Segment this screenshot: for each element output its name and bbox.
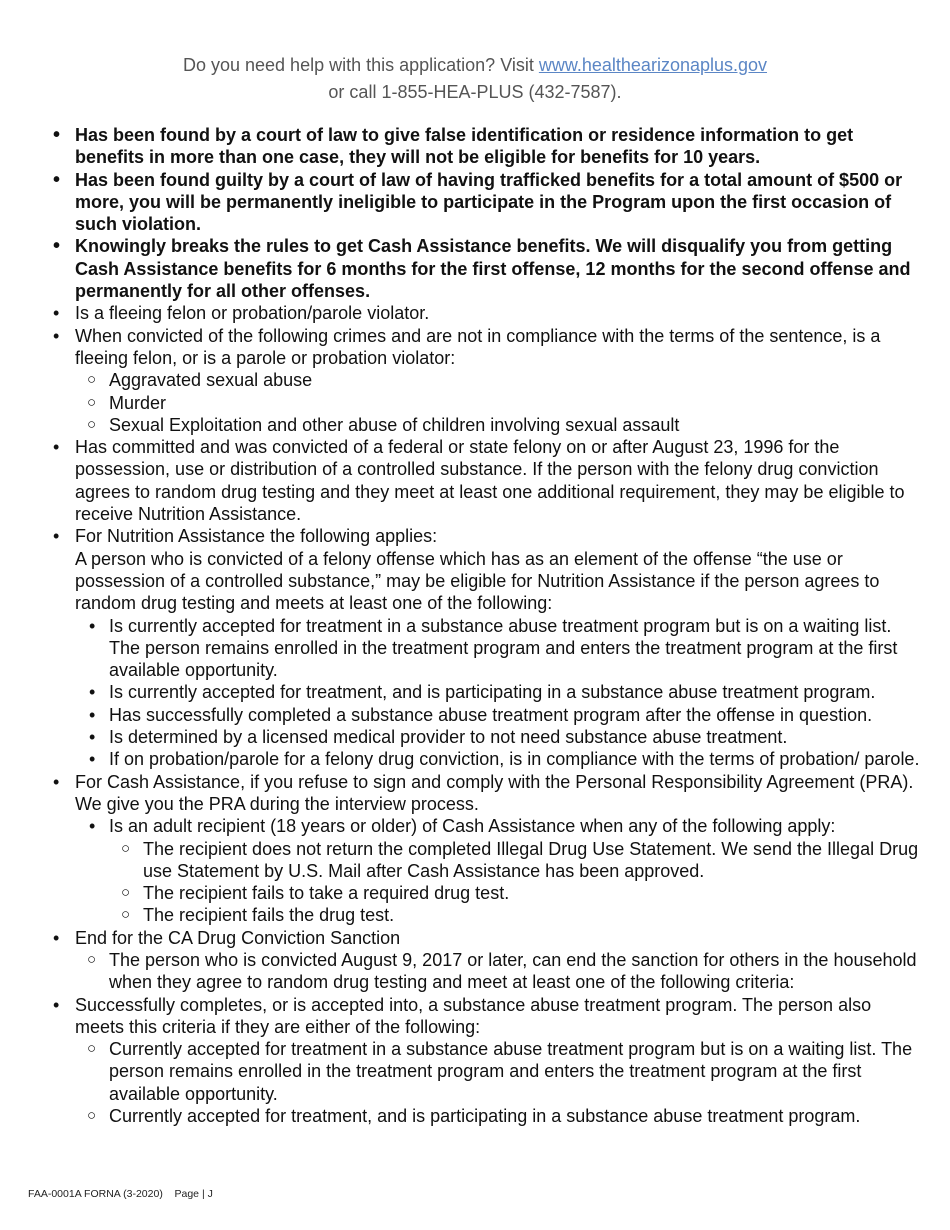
crime-item: ○ Sexual Exploitation and other abuse of children involving sexual assault xyxy=(87,414,923,436)
nutrition-text: A person who is convicted of a felony offense which has as an element of the offense “the use or possession of a controlled substance,” may be eligible for Nutrition Assistance if the person agrees to random drug testing and meets at least one of the following: xyxy=(75,548,880,614)
list-item-breaks-rules: • Knowingly breaks the rules to get Cash Assistance benefits. We will disqualify you from getting Cash Assistance benefits for 6 months for the first offense, 12 months for the second offense and permanently for all other offenses. xyxy=(53,235,923,302)
success-criterion: ○ Currently accepted for treatment in a substance abuse treatment program but is on a waiting list. The person remains enrolled in the treatment program and enters the treatment program at the first available opportunity. xyxy=(87,1038,923,1105)
adult-recipient-item xyxy=(87,815,923,926)
list-item-false-identification: • Has been found by a court of law to give false identification or residence information to get benefits in more than one case, they will not be eligible for benefits for 10 years. xyxy=(53,124,923,169)
crimes-list xyxy=(75,369,923,436)
adult-text: Is an adult recipient (18 years or older) of Cash Assistance when any of the following apply: xyxy=(109,816,836,837)
end-sanction-item: ○ The person who is convicted August 9, 2017 or later, can end the sanction for others in the household when they agree to random drug testing and meet at least one of the following criteria: xyxy=(87,949,923,994)
nutrition-criteria-list xyxy=(75,615,923,771)
list-item-trafficked-benefits: • Has been found guilty by a court of law of having trafficked benefits for a total amount of $500 or more, you will be permanently ineligible to participate in the Program upon the first occasion of such violation. xyxy=(53,169,923,236)
help-line-1 xyxy=(0,52,950,79)
success-criteria-list xyxy=(75,1038,923,1127)
list-item-fleeing-felon: • Is a fleeing felon or probation/parole violator. xyxy=(53,302,923,324)
success-criterion: ○ Currently accepted for treatment, and is participating in a substance abuse treatment program. xyxy=(87,1105,923,1127)
success-text: Successfully completes, or is accepted into, a substance abuse treatment program. The person also meets this criteria if they are either of the following: xyxy=(75,994,872,1037)
help-banner xyxy=(0,52,950,106)
adult-condition: ○ The recipient does not return the completed Illegal Drug Use Statement. We send the Illegal Drug use Statement by U.S. Mail after Cash Assistance has been approved. xyxy=(121,838,923,883)
end-sanction-list xyxy=(75,949,923,994)
adult-condition: ○ The recipient fails to take a required drug test. xyxy=(121,882,923,904)
list-item-felony-drug: • Has committed and was convicted of a federal or state felony on or after August 23, 1996 for the possession, use or distribution of a controlled substance. If the person with the felony drug conviction agrees to random drug testing and they meet at least one additional requirement, they may be eligible to receive Nutrition Assistance. xyxy=(53,436,923,525)
page-footer xyxy=(28,1188,213,1200)
nutrition-criterion: • Is currently accepted for treatment, and is participating in a substance abuse treatment program. xyxy=(87,681,923,703)
list-item-cash-assistance xyxy=(53,771,923,927)
document-body xyxy=(53,124,923,1127)
cash-sub-list xyxy=(75,815,923,926)
help-text: Do you need help with this application? Visit xyxy=(182,55,539,75)
end-text: End for the CA Drug Conviction Sanction xyxy=(75,927,401,948)
nutrition-criterion: • Is currently accepted for treatment in a substance abuse treatment program but is on a waiting list. The person remains enrolled in the treatment program and enters the treatment program at the first available opportunity. xyxy=(87,615,923,682)
list-item-convicted-crimes xyxy=(53,325,923,436)
cash-text: For Cash Assistance, if you refuse to sign and comply with the Personal Responsibility Agreement (PRA). We give you the PRA during the interview process. xyxy=(75,771,914,814)
nutrition-criterion: • Is determined by a licensed medical provider to not need substance abuse treatment. xyxy=(87,726,923,748)
page-number: Page | J xyxy=(174,1188,213,1200)
nutrition-criterion: • If on probation/parole for a felony drug conviction, is in compliance with the terms of probation/ parole. xyxy=(87,748,923,770)
list-item-end-sanction xyxy=(53,927,923,994)
list-item-successfully-completes xyxy=(53,994,923,1128)
eligibility-list xyxy=(53,124,923,1127)
crime-item: ○ Murder xyxy=(87,392,923,414)
help-link[interactable]: www.healthearizonaplus.gov xyxy=(538,55,768,75)
adult-conditions-list xyxy=(109,838,923,927)
list-item-nutrition-assistance xyxy=(53,525,923,770)
convicted-text: When convicted of the following crimes and are not in compliance with the terms of the sentence, is a fleeing felon, or is a parole or probation violator: xyxy=(75,325,881,368)
crime-item: ○ Aggravated sexual abuse xyxy=(87,369,923,391)
nutrition-criterion: • Has successfully completed a substance abuse treatment program after the offense in question. xyxy=(87,704,923,726)
form-id: FAA-0001A FORNA (3-2020) xyxy=(28,1188,163,1200)
nutrition-intro: • For Nutrition Assistance the following applies: xyxy=(75,526,438,547)
help-phone: or call 1-855-HEA-PLUS (432-7587). xyxy=(328,82,622,102)
adult-condition: ○ The recipient fails the drug test. xyxy=(121,904,923,926)
